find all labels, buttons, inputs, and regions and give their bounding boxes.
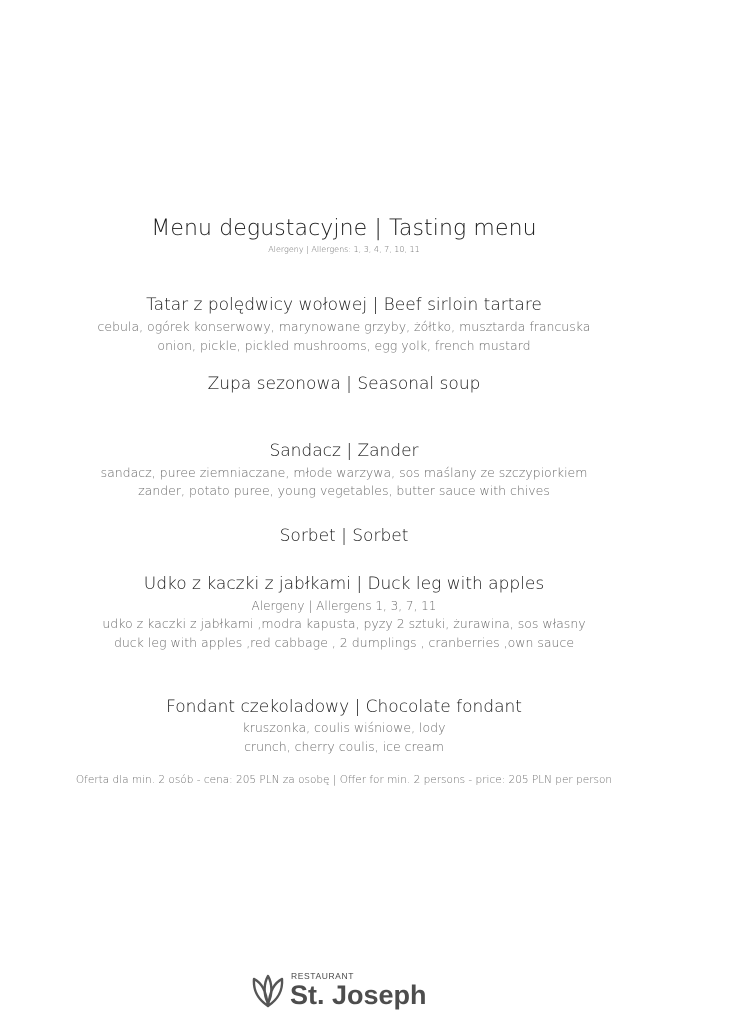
course-5-desc-pl: udko z kaczki z jabłkami ,modra kapusta, pyzy 2 sztuki, żurawina, sos własny bbox=[102, 616, 586, 631]
course-6-desc-pl: kruszonka, coulis wiśniowe, lody bbox=[242, 720, 446, 735]
course-3-desc-en: zander, potato puree, young vegetables, butter sauce with chives bbox=[138, 483, 550, 498]
course-1-name: Tatar z polędwicy wołowej | Beef sirloin tartare bbox=[146, 295, 542, 315]
leaf-logo-icon bbox=[250, 973, 286, 1009]
course-5-desc-en: duck leg with apples ,red cabbage , 2 dumplings , cranberries ,own sauce bbox=[113, 635, 575, 650]
course-3-name: Sandacz | Zander bbox=[269, 441, 419, 461]
course-5-name: Udko z kaczki z jabłkami | Duck leg with apples bbox=[143, 574, 545, 594]
menu-allergens: Alergeny | Allergens: 1, 3, 4, 7, 10, 11 bbox=[268, 245, 420, 254]
course-2-name: Zupa sezonowa | Seasonal soup bbox=[207, 374, 481, 394]
logo-restaurant-name: St. Joseph bbox=[290, 980, 427, 1010]
menu-title: Menu degustacyjne | Tasting menu bbox=[151, 216, 537, 241]
course-4-name: Sorbet | Sorbet bbox=[279, 526, 409, 546]
course-1-desc-en: onion, pickle, pickled mushrooms, egg yolk, french mustard bbox=[157, 338, 531, 353]
restaurant-logo bbox=[250, 968, 450, 1016]
course-6-desc-en: crunch, cherry coulis, ice cream bbox=[244, 739, 444, 754]
course-1-desc-pl: cebula, ogórek konserwowy, marynowane grzyby, żółtko, musztarda francuska bbox=[97, 319, 591, 334]
course-6-name: Fondant czekoladowy | Chocolate fondant bbox=[166, 697, 522, 717]
logo-restaurant-label: RESTAURANT bbox=[291, 971, 354, 981]
course-3-desc-pl: sandacz, puree ziemniaczane, młode warzywa, sos maślany ze szczypiorkiem bbox=[100, 465, 588, 480]
course-5-allergens: Alergeny | Allergens 1, 3, 7, 11 bbox=[251, 599, 437, 613]
offer-text: Oferta dla min. 2 osób - cena: 205 PLN za osobę | Offer for min. 2 persons - price: 205 PLN per person bbox=[75, 774, 613, 786]
